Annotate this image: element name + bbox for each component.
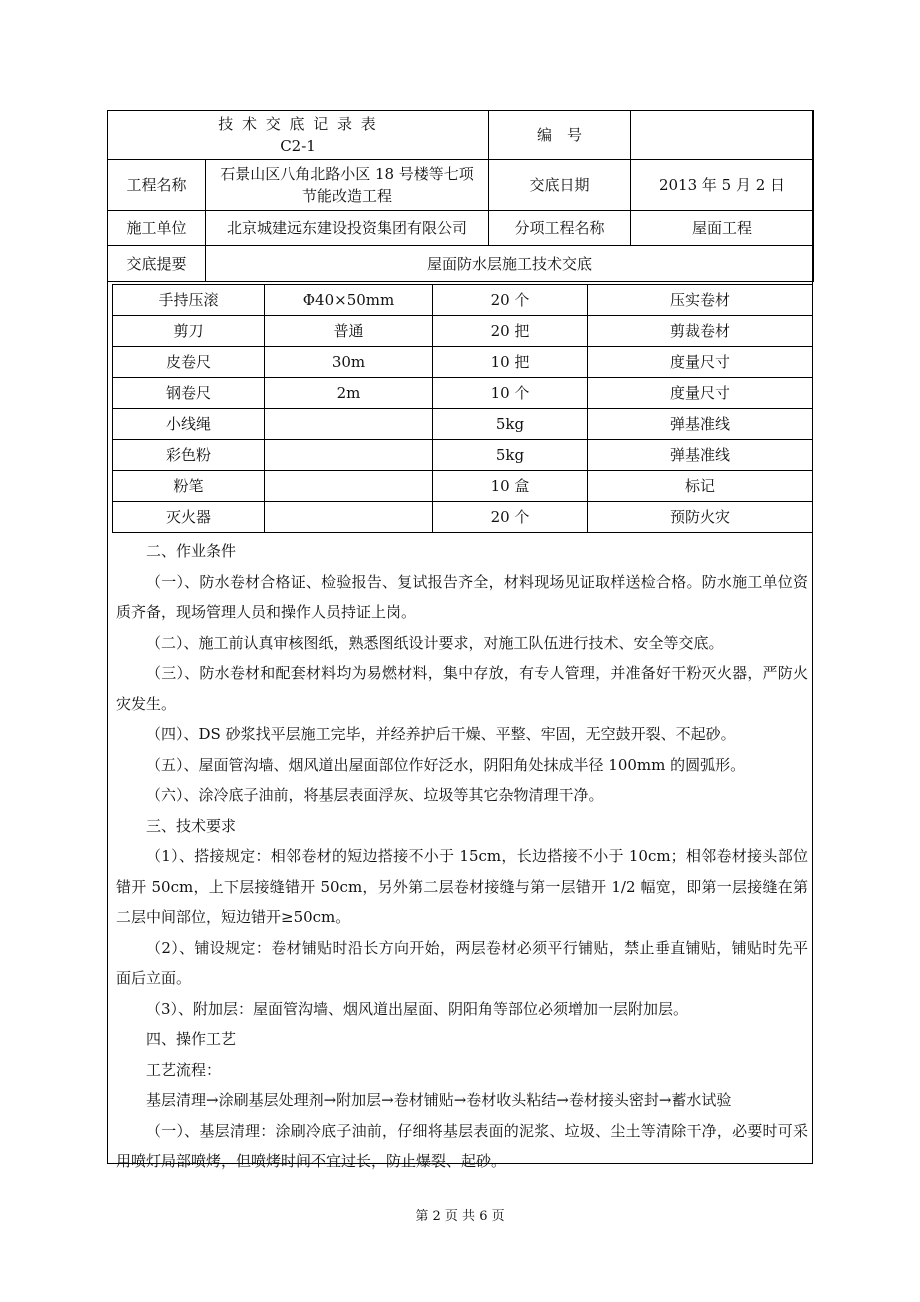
tool-qty: 20 个: [433, 502, 588, 533]
page-footer: 第 2 页 共 6 页: [415, 1209, 505, 1224]
date-value: 2013 年 5 月 2 日: [631, 160, 814, 211]
tool-qty: 10 个: [433, 378, 588, 409]
tool-qty: 5kg: [433, 409, 588, 440]
unit-label: 施工单位: [108, 211, 206, 246]
paragraph: 二、作业条件: [146, 542, 237, 560]
number-label: 编 号: [489, 111, 631, 160]
tool-spec: Φ40×50mm: [265, 285, 433, 316]
paragraph: 工艺流程：: [146, 1060, 222, 1079]
tool-name: 灭火器: [113, 502, 265, 533]
paragraph: （五）、屋面管沟墙、烟风道出屋面部位作好泛水，阴阳角处抹成半径 100mm 的圆弧形。: [146, 755, 746, 774]
paragraph: （一）、基层清理：涂刷冷底子油前，仔细将基层表面的泥浆、垃圾、尘土等清除干净，必要时可采用喷灯局部喷烤，但喷烤时间不宜过长，防止爆裂、起砂。: [116, 1121, 808, 1170]
subproject-value: 屋面工程: [631, 211, 814, 246]
record-form: [107, 110, 813, 1170]
tool-spec: [265, 409, 433, 440]
date-label: 交底日期: [489, 160, 631, 211]
tool-name: 皮卷尺: [113, 347, 265, 378]
tool-qty: 20 个: [433, 285, 588, 316]
form-title: 技 术 交 底 记 录 表: [218, 115, 378, 133]
table-row: [113, 409, 813, 440]
tool-spec: 30m: [265, 347, 433, 378]
paragraph: （3）、附加层：屋面管沟墙、烟风道出屋面、阴阳角等部位必须增加一层附加层。: [146, 999, 689, 1018]
tool-qty: 10 把: [433, 347, 588, 378]
paragraph: （2）、铺设规定：卷材铺贴时沿长方向开始，两层卷材必须平行铺贴，禁止垂直铺贴，铺贴时先平面后立面。: [116, 938, 808, 987]
table-row: [113, 316, 813, 347]
body-text: [116, 536, 808, 1177]
tool-spec: 普通: [265, 316, 433, 347]
table-row: [113, 471, 813, 502]
tool-name: 手持压滚: [113, 285, 265, 316]
tool-name: 小线绳: [113, 409, 265, 440]
subproject-label: 分项工程名称: [489, 211, 631, 246]
paragraph: 四、操作工艺: [146, 1030, 237, 1048]
header-table: [107, 110, 814, 282]
paragraph: （1）、搭接规定：相邻卷材的短边搭接不小于 15cm，长边搭接不小于 10cm；相邻卷材接头部位错开 50cm，上下层接缝错开 50cm，另外第二层卷材接缝与第一层错开 1/2 幅宽，即第一层接缝在第二层中间部位，短边错开≥50cm。: [116, 847, 808, 926]
paragraph: （一）、防水卷材合格证、检验报告、复试报告齐全，材料现场见证取样送检合格。防水施工单位资质齐备，现场管理人员和操作人员持证上岗。: [116, 572, 808, 621]
paragraph: 三、技术要求: [146, 816, 237, 835]
tool-use: 度量尺寸: [588, 347, 813, 378]
tools-table: [112, 284, 813, 533]
summary-label: 交底提要: [108, 246, 206, 282]
paragraph: （四）、DS 砂浆找平层施工完毕，并经养护后干燥、平整、牢固，无空鼓开裂、不起砂。: [146, 725, 736, 743]
table-row: [113, 378, 813, 409]
table-row: [113, 285, 813, 316]
tool-name: 彩色粉: [113, 440, 265, 471]
tool-spec: [265, 440, 433, 471]
tool-name: 粉笔: [113, 471, 265, 502]
tool-name: 剪刀: [113, 316, 265, 347]
tool-use: 弹基准线: [588, 409, 813, 440]
project-name-label: 工程名称: [108, 160, 206, 211]
form-code: C2-1: [280, 137, 316, 155]
tool-spec: 2m: [265, 378, 433, 409]
tool-qty: 5kg: [433, 440, 588, 471]
paragraph: （二）、施工前认真审核图纸，熟悉图纸设计要求，对施工队伍进行技术、安全等交底。: [146, 633, 724, 652]
summary-value: 屋面防水层施工技术交底: [206, 246, 814, 282]
tool-spec: [265, 502, 433, 533]
tool-name: 钢卷尺: [113, 378, 265, 409]
tool-use: 标记: [588, 471, 813, 502]
table-row: [113, 502, 813, 533]
paragraph: （三）、防水卷材和配套材料均为易燃材料，集中存放，有专人管理，并准备好干粉灭火器，严防火灾发生。: [116, 664, 808, 713]
project-name-value: 石景山区八角北路小区 18 号楼等七项节能改造工程: [206, 160, 489, 211]
tool-use: 度量尺寸: [588, 378, 813, 409]
paragraph: （六）、涂冷底子油前，将基层表面浮灰、垃圾等其它杂物清理干净。: [146, 786, 604, 804]
tool-use: 弹基准线: [588, 440, 813, 471]
unit-value: 北京城建远东建设投资集团有限公司: [206, 211, 489, 246]
tool-use: 压实卷材: [588, 285, 813, 316]
table-row: [113, 347, 813, 378]
tool-use: 预防火灾: [588, 502, 813, 533]
table-row: [113, 440, 813, 471]
tool-use: 剪裁卷材: [588, 316, 813, 347]
tool-spec: [265, 471, 433, 502]
number-value: [631, 111, 814, 160]
form-title-cell: [108, 111, 489, 160]
paragraph: 基层清理→涂刷基层处理剂→附加层→卷材铺贴→卷材收头粘结→卷材接头密封→蓄水试验: [146, 1091, 732, 1109]
tool-qty: 20 把: [433, 316, 588, 347]
tool-qty: 10 盒: [433, 471, 588, 502]
